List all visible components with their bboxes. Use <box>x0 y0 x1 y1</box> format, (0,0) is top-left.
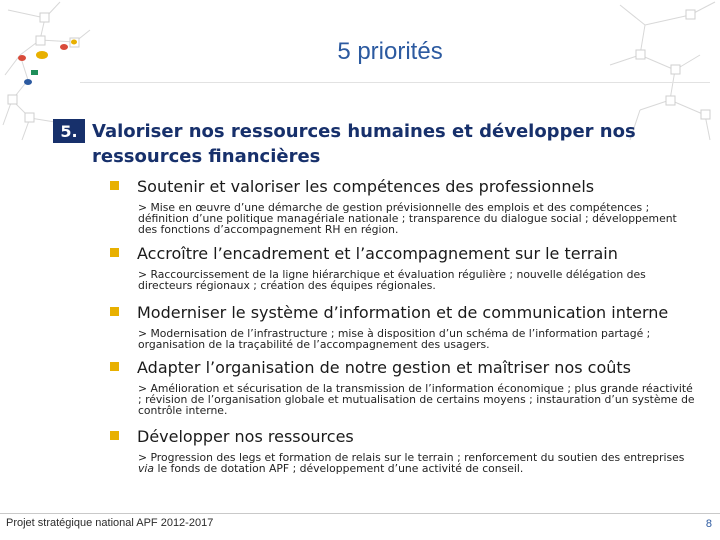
priority-item <box>110 243 710 291</box>
square-bullet-icon <box>110 181 119 190</box>
item-description: > Amélioration et sécurisation de la transmission de l’information économique ; plus grande réactivité ; révision de l’organisation globale et mutualisation de certains moyens ; instauration d’un système de contrôle interne. <box>138 382 695 417</box>
footer-text: Projet stratégique national APF 2012-2017 <box>6 517 214 529</box>
item-title: Accroître l’encadrement et l’accompagnement sur le terrain <box>137 244 618 263</box>
slide-title: 5 priorités <box>337 38 443 65</box>
item-title: Adapter l’organisation de notre gestion et maîtriser nos coûts <box>137 358 631 377</box>
item-description <box>138 452 698 474</box>
item-description-text: > Progression des legs et formation de relais sur le terrain ; renforcement du soutien des entreprises <box>138 451 685 464</box>
footer-divider <box>0 513 720 514</box>
square-bullet-icon <box>110 431 119 440</box>
section-number-badge: 5. <box>53 119 85 143</box>
priority-item <box>110 176 710 235</box>
item-description: > Mise en œuvre d’une démarche de gestion prévisionnelle des emplois et des compétences ; définition d’une politique managériale nationale ; transparence du dialogue social ; développement des fonctions d’accompagnement RH en région. <box>138 201 677 236</box>
item-description: > Raccourcissement de la ligne hiérarchique et évaluation régulière ; nouvelle délégation des directeurs régionaux ; création des équipes régionales. <box>138 268 646 292</box>
page-number: 8 <box>705 518 712 530</box>
square-bullet-icon <box>110 307 119 316</box>
title-divider <box>80 82 710 83</box>
square-bullet-icon <box>110 248 119 257</box>
item-description: > Modernisation de l’infrastructure ; mise à disposition d’un schéma de l’information partagé ; organisation de la traçabilité de l’accompagnement des usagers. <box>138 327 651 351</box>
square-bullet-icon <box>110 362 119 371</box>
priority-item <box>110 357 710 416</box>
section-title: Valoriser nos ressources humaines et développer nos ressources financières <box>92 121 636 167</box>
priority-item <box>110 426 710 474</box>
item-title: Développer nos ressources <box>137 427 354 446</box>
item-title: Soutenir et valoriser les compétences des professionnels <box>137 177 595 196</box>
item-title: Moderniser le système d’information et de communication interne <box>137 303 669 322</box>
priority-item <box>110 302 710 350</box>
item-description-text-end: le fonds de dotation APF ; développement d’une activité de conseil. <box>154 462 524 475</box>
item-description-italic: via <box>138 462 155 475</box>
